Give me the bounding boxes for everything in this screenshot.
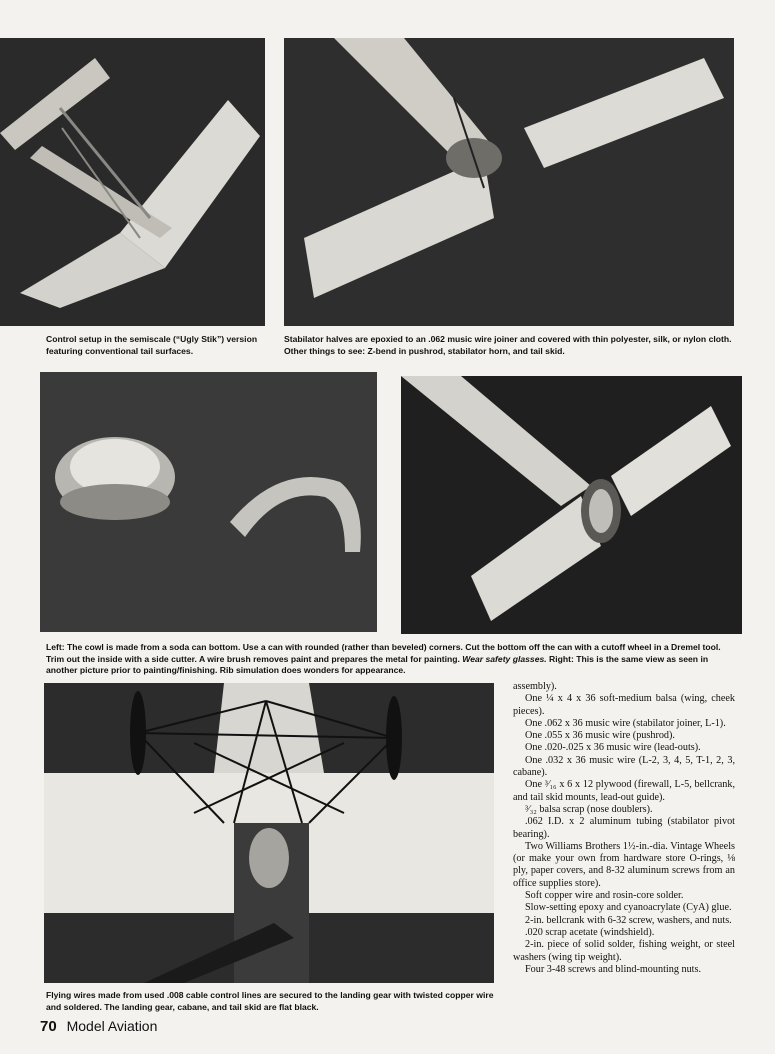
- parts-list-item: One ³⁄₁₆ x 6 x 12 plywood (firewall, L-5, bellcrank, and tail skid mounts, lead-out guide).: [513, 779, 735, 803]
- caption-control-setup: Control setup in the semiscale (“Ugly Stik”) version featuring conventional tail surfaces.: [46, 334, 258, 356]
- parts-list-item: 2-in. piece of solid solder, fishing weight, or steel washers (wing tip weight).: [513, 939, 735, 963]
- parts-list-item: One .020-.025 x 36 music wire (lead-outs).: [525, 742, 701, 754]
- parts-list-item: Two Williams Brothers 1½-in.-dia. Vintage Wheels (or make your own from hardware store O-rings, ⅛ ply, paper covers, and 8-32 aluminum screws from an office supplies store).: [513, 840, 735, 889]
- parts-list-item: assembly).: [513, 681, 557, 692]
- parts-list-item: One ¼ x 4 x 36 soft-medium balsa (wing, cheek pieces).: [513, 693, 735, 717]
- photo-landing-gear: [44, 683, 494, 983]
- parts-list-item: Four 3-48 screws and blind-mounting nuts.: [525, 963, 702, 975]
- parts-list-item: Soft copper wire and rosin-core solder.: [525, 890, 684, 902]
- parts-list: [513, 681, 735, 976]
- caption-cowl: [46, 642, 738, 677]
- photo-cowl: [40, 372, 377, 632]
- parts-list-item: 2-in. bellcrank with 6-32 screw, washers, and nuts.: [525, 914, 732, 926]
- parts-list-item: .020 scrap acetate (windshield).: [525, 926, 655, 938]
- photo-stabilator: [284, 38, 734, 326]
- parts-list-item: Slow-setting epoxy and cyanoacrylate (CyA) glue.: [525, 902, 732, 914]
- caption-stabilator: Stabilator halves are epoxied to an .062 music wire joiner and covered with thin polyester, silk, or nylon cloth. Other things to see: Z-bend in pushrod, stabilator horn, and tail skid.: [284, 334, 732, 356]
- photo-control-setup: [0, 38, 265, 326]
- photo-finished-view: [401, 376, 742, 634]
- parts-list-item: .062 I.D. x 2 aluminum tubing (stabilator pivot bearing).: [513, 816, 735, 840]
- magazine-name: Model Aviation: [66, 1018, 158, 1034]
- parts-list-item: ³⁄₃₂ balsa scrap (nose doublers).: [525, 803, 653, 815]
- caption-landing-gear: Flying wires made from used .008 cable control lines are secured to the landing gear with twisted copper wire and soldered. The landing gear, cabane, and tail skid are flat black.: [46, 990, 494, 1012]
- parts-list-item: One .055 x 36 music wire (pushrod).: [525, 730, 675, 742]
- caption-cowl-main: Left: The cowl is made from a soda can bottom. Use a can with rounded (rather than beveled) corners. Cut the bottom off the can with a cutoff wheel in a Dremel tool. Trim out the inside with a side cutter. A wire brush removes paint and prepares the metal for painting.: [46, 642, 721, 664]
- caption-cowl-end: Right: This is the same view as seen in another picture prior to painting/finishing. Rib simulation does wonders for appearance.: [46, 653, 709, 675]
- page-footer: [40, 1018, 157, 1035]
- caption-cowl-warning: Wear safety glasses.: [462, 653, 547, 664]
- page-number: 70: [40, 1018, 57, 1035]
- parts-list-item: One .032 x 36 music wire (L-2, 3, 4, 5, T-1, 2, 3, cabane).: [513, 754, 735, 779]
- parts-list-item: One .062 x 36 music wire (stabilator joiner, L-1).: [525, 717, 726, 729]
